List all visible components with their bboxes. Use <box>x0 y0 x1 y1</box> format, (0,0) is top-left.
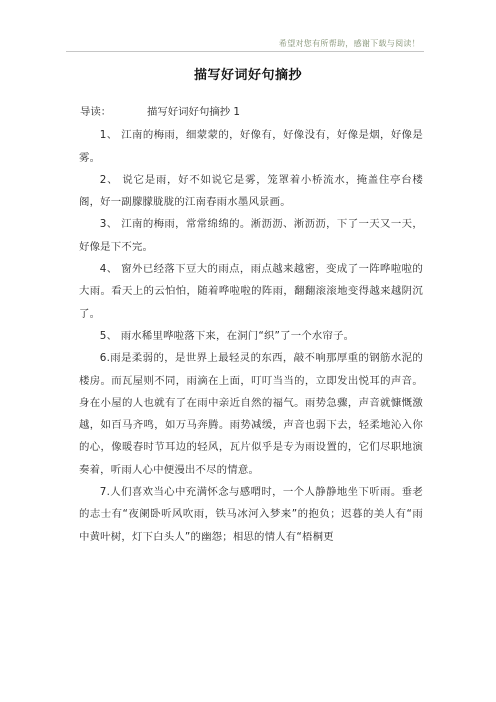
paragraph: 1、 江南的梅雨，细蒙蒙的，好像有，好像没有，好像是烟，好像是雾。 <box>79 129 423 164</box>
header-note: 希望对您有所帮助，感谢下载与阅读！ <box>278 39 420 48</box>
paragraph: 6.雨是柔弱的，是世界上最轻灵的东西，敲不响那厚重的钢筋水泥的楼房。而瓦屋则不同，雨滴在上面，叮叮当当的，立即发出悦耳的声音。身在小屋的人也就有了在雨中亲近自然的福气。雨势急骤，声音就慷慨激越，如百马齐鸣，如万马奔腾。雨势减缓，声音也弱下去，轻柔地沁入你的心，像暖春时节耳边的轻风，瓦片似乎是专为雨设置的，它们尽职地演奏着，听雨人心中便漫出不尽的情意。 <box>79 352 423 476</box>
document-body <box>79 101 423 548</box>
guide-text: 描写好词好句摘抄 1 <box>147 106 241 118</box>
guide-line <box>79 101 423 123</box>
paragraph: 4、 窗外已经落下豆大的雨点，雨点越来越密，变成了一阵哗啦啦的大雨。看天上的云怕怕，随着哗啦啦的阵雨，翻翻滚滚地变得越来越阴沉了。 <box>79 263 423 320</box>
paragraph: 5、 雨水稀里哗啦落下来，在洞门“织”了一个水帘子。 <box>99 329 355 342</box>
document-title: 描写好词好句摘抄 <box>193 68 302 83</box>
paragraph: 7.人们喜欢当心中充满怀念与感喟时，一个人静静地坐下听雨。垂老的志士有“夜阑卧听风吹雨，铁马冰河入梦来”的抱负；迟暮的美人有“雨中黄叶树，灯下白头人”的幽怨；相思的情人有“梧桐更 <box>79 486 423 543</box>
guide-label: 导读： <box>80 106 112 118</box>
header-divider <box>66 51 424 52</box>
paragraph: 2、 说它是雨，好不如说它是雾，笼罩着小桥流水，掩盖住亭台楼阁，好一副朦朦胧胧的江南春雨水墨风景画。 <box>79 173 423 209</box>
paragraph: 3、 江南的梅雨，常常绵绵的。淅沥沥、淅沥沥，下了一天又一天，好像是下不完。 <box>79 218 423 253</box>
